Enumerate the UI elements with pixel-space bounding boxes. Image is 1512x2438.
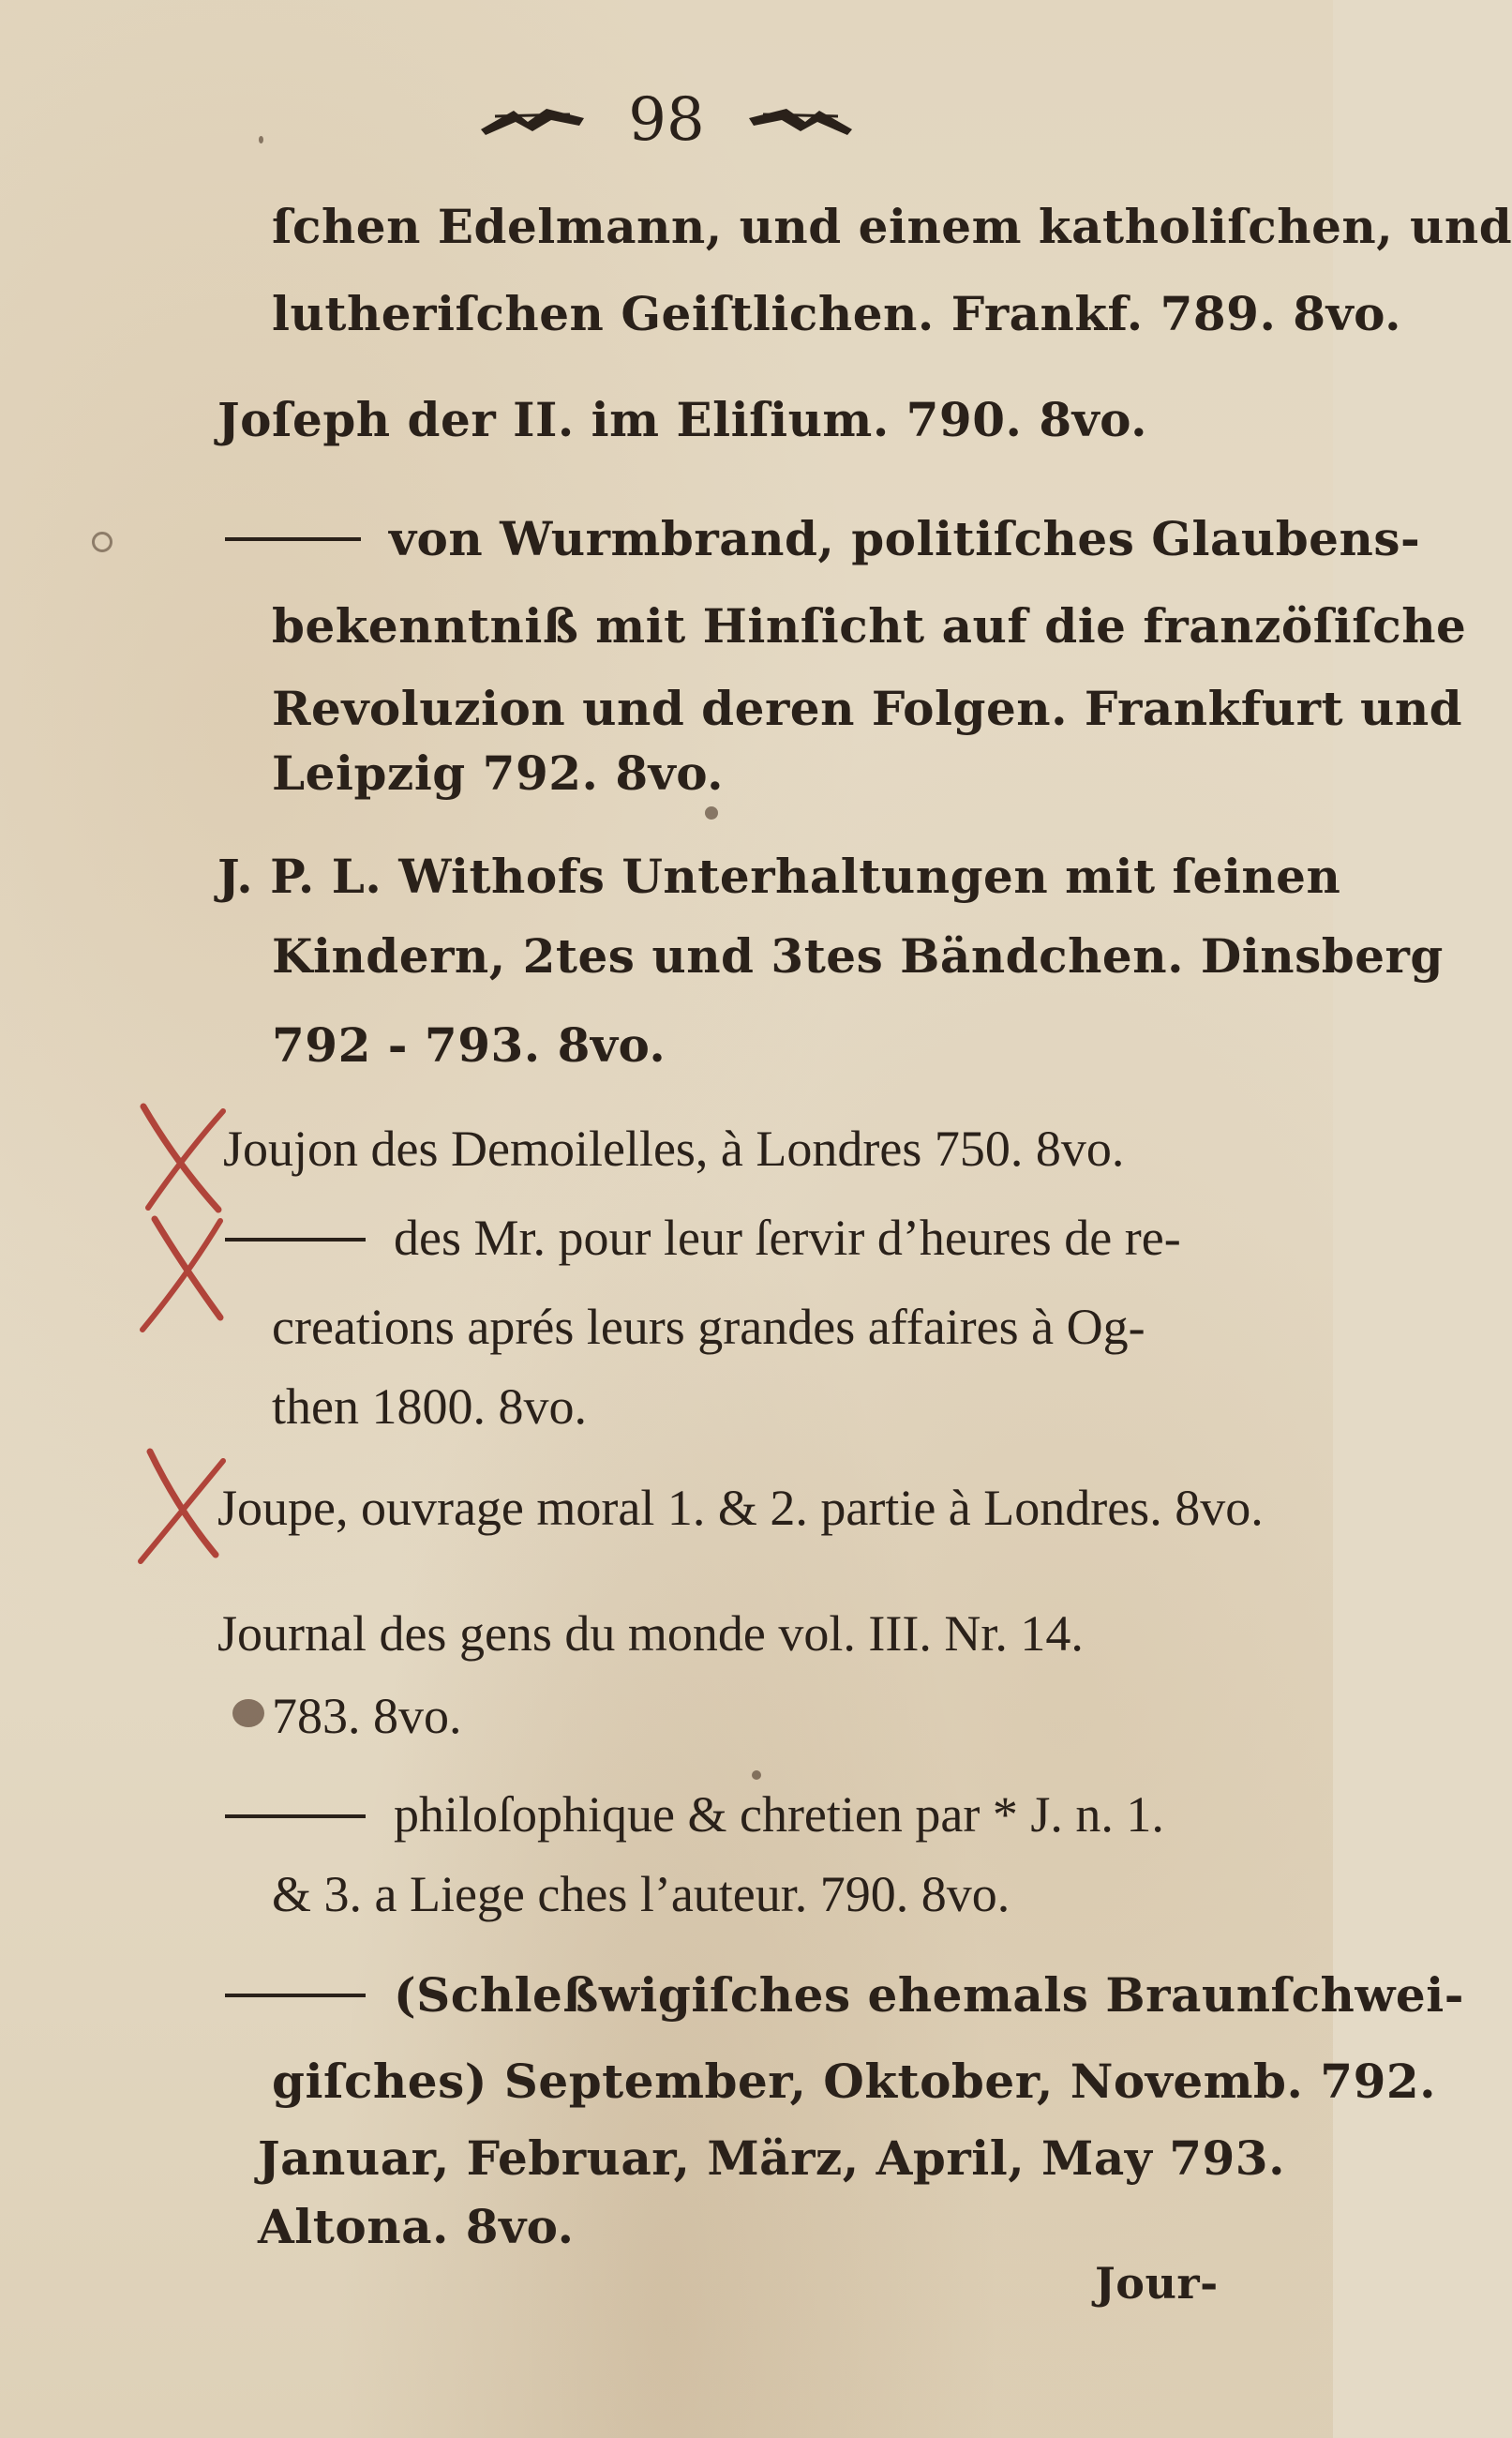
entry-continuation	[225, 511, 1420, 567]
catchword: Jour-	[1095, 2258, 1219, 2309]
text-line: Altona. 8vo.	[258, 2199, 575, 2254]
entry-heading: Joſeph der II. im Eliſium. 790. 8vo.	[217, 392, 1148, 447]
ditto-dash	[225, 1238, 366, 1242]
paper-speck	[705, 806, 718, 820]
text-line: (Schleßwigiſches ehemals Braunſchwei-	[394, 1967, 1464, 2023]
text-line: Revoluzion und deren Folgen. Frankfurt und	[272, 681, 1463, 736]
text-line: giſches) September, Oktober, Novemb. 792.	[272, 2054, 1437, 2109]
text-line: 792 - 793. 8vo.	[272, 1017, 666, 1073]
red-cross-mark	[131, 1444, 234, 1566]
entry-continuation	[225, 1786, 1164, 1843]
entry-continuation	[225, 1967, 1464, 2024]
ditto-dash	[225, 1814, 366, 1818]
red-cross-mark	[131, 1210, 234, 1332]
text-line: ſchen Edelmann, und einem katholiſchen, und	[272, 199, 1512, 254]
text-line: philoſophique & chretien par * J. n. 1.	[394, 1786, 1164, 1843]
left-ornament	[476, 101, 589, 139]
text-line: Leipzig 792. 8vo.	[272, 745, 725, 801]
text-line: 783. 8vo.	[272, 1688, 462, 1744]
text-line: lutheriſchen Geiſtlichen. Frankf. 789. 8vo.	[272, 286, 1401, 341]
text-line: von Wurmbrand, politiſches Glaubens-	[389, 511, 1421, 566]
entry-heading: Journal des gens du monde vol. III. Nr. 14.	[217, 1605, 1084, 1662]
entry-continuation	[225, 1210, 1181, 1266]
ditto-dash	[225, 1994, 366, 1997]
entry-heading: Joujon des Demoilelles, à Londres 750. 8vo.	[223, 1121, 1125, 1177]
entry-heading: J. P. L. Withofs Unterhaltungen mit ſeinen	[217, 849, 1341, 904]
text-line: Kindern, 2tes und 3tes Bändchen. Dinsberg	[272, 928, 1444, 984]
text-line: bekenntniß mit Hinſicht auf die franzöſiſche	[272, 598, 1467, 654]
text-line: Januar, Februar, März, April, May 793.	[258, 2130, 1286, 2186]
entry-heading: Joupe, ouvrage moral 1. & 2. partie à Londres. 8vo.	[217, 1480, 1264, 1536]
text-line: des Mr. pour leur ſervir d’heures de re-	[394, 1210, 1181, 1266]
page-number: 98	[628, 84, 705, 155]
right-ornament	[744, 101, 857, 139]
red-cross-mark	[129, 1097, 232, 1219]
page-header	[0, 83, 1333, 153]
paper-speck	[92, 532, 112, 552]
text-line: then 1800. 8vo.	[272, 1378, 587, 1435]
paper-speck	[259, 136, 263, 143]
text-line: creations aprés leurs grandes affaires à Og-	[272, 1299, 1145, 1355]
ditto-dash	[225, 537, 361, 541]
ink-stain	[232, 1699, 264, 1727]
text-line: & 3. a Liege ches l’auteur. 790. 8vo.	[272, 1866, 1010, 1922]
paper-speck	[752, 1770, 761, 1780]
